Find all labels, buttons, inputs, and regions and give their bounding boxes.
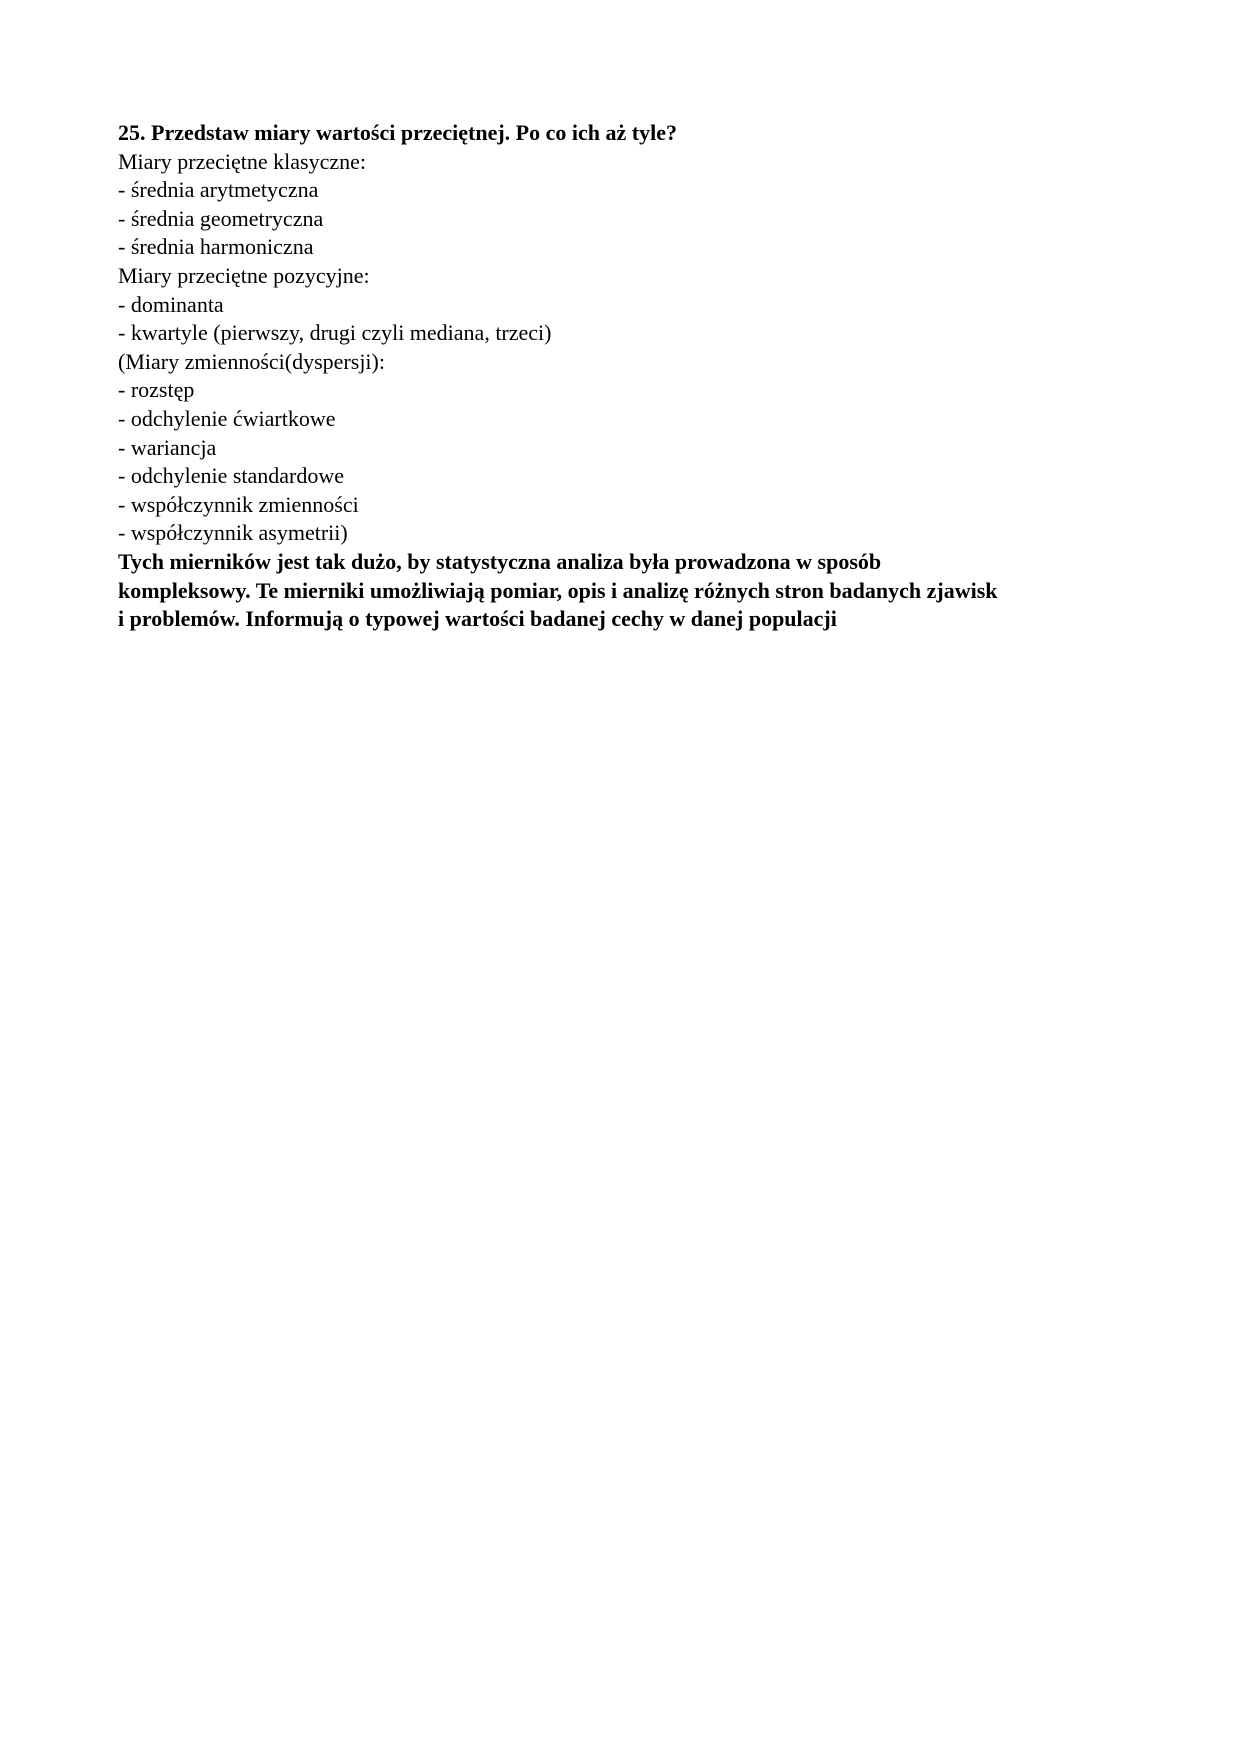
list-item: - dominanta xyxy=(118,291,224,317)
list-item: - średnia arytmetyczna xyxy=(118,177,319,203)
list-item: - współczynnik zmienności xyxy=(118,491,359,517)
answer-line: kompleksowy. Te mierniki umożliwiają pomiar, opis i analizę różnych stron badanych zjawisk xyxy=(118,577,998,603)
answer-line: Tych mierników jest tak dużo, by statystyczna analiza była prowadzona w sposób xyxy=(118,548,882,574)
list-item: - średnia harmoniczna xyxy=(118,234,314,260)
section-heading-positional: Miary przeciętne pozycyjne: xyxy=(118,262,370,288)
list-item: - odchylenie standardowe xyxy=(118,463,345,489)
list-item: - współczynnik asymetrii) xyxy=(118,520,348,546)
list-item: - wariancja xyxy=(118,434,217,460)
answer-line: i problemów. Informują o typowej wartości badanej cechy w danej populacji xyxy=(118,606,837,632)
list-item: - średnia geometryczna xyxy=(118,205,324,231)
document-body xyxy=(118,119,1128,634)
list-item: - odchylenie ćwiartkowe xyxy=(118,405,336,431)
section-heading-dispersion: (Miary zmienności(dyspersji): xyxy=(118,348,385,374)
question-heading: 25. Przedstaw miary wartości przeciętnej. Po co ich aż tyle? xyxy=(118,120,677,145)
section-heading-classical: Miary przeciętne klasyczne: xyxy=(118,148,366,174)
list-item: - kwartyle (pierwszy, drugi czyli mediana, trzeci) xyxy=(118,320,552,346)
list-item: - rozstęp xyxy=(118,377,195,403)
